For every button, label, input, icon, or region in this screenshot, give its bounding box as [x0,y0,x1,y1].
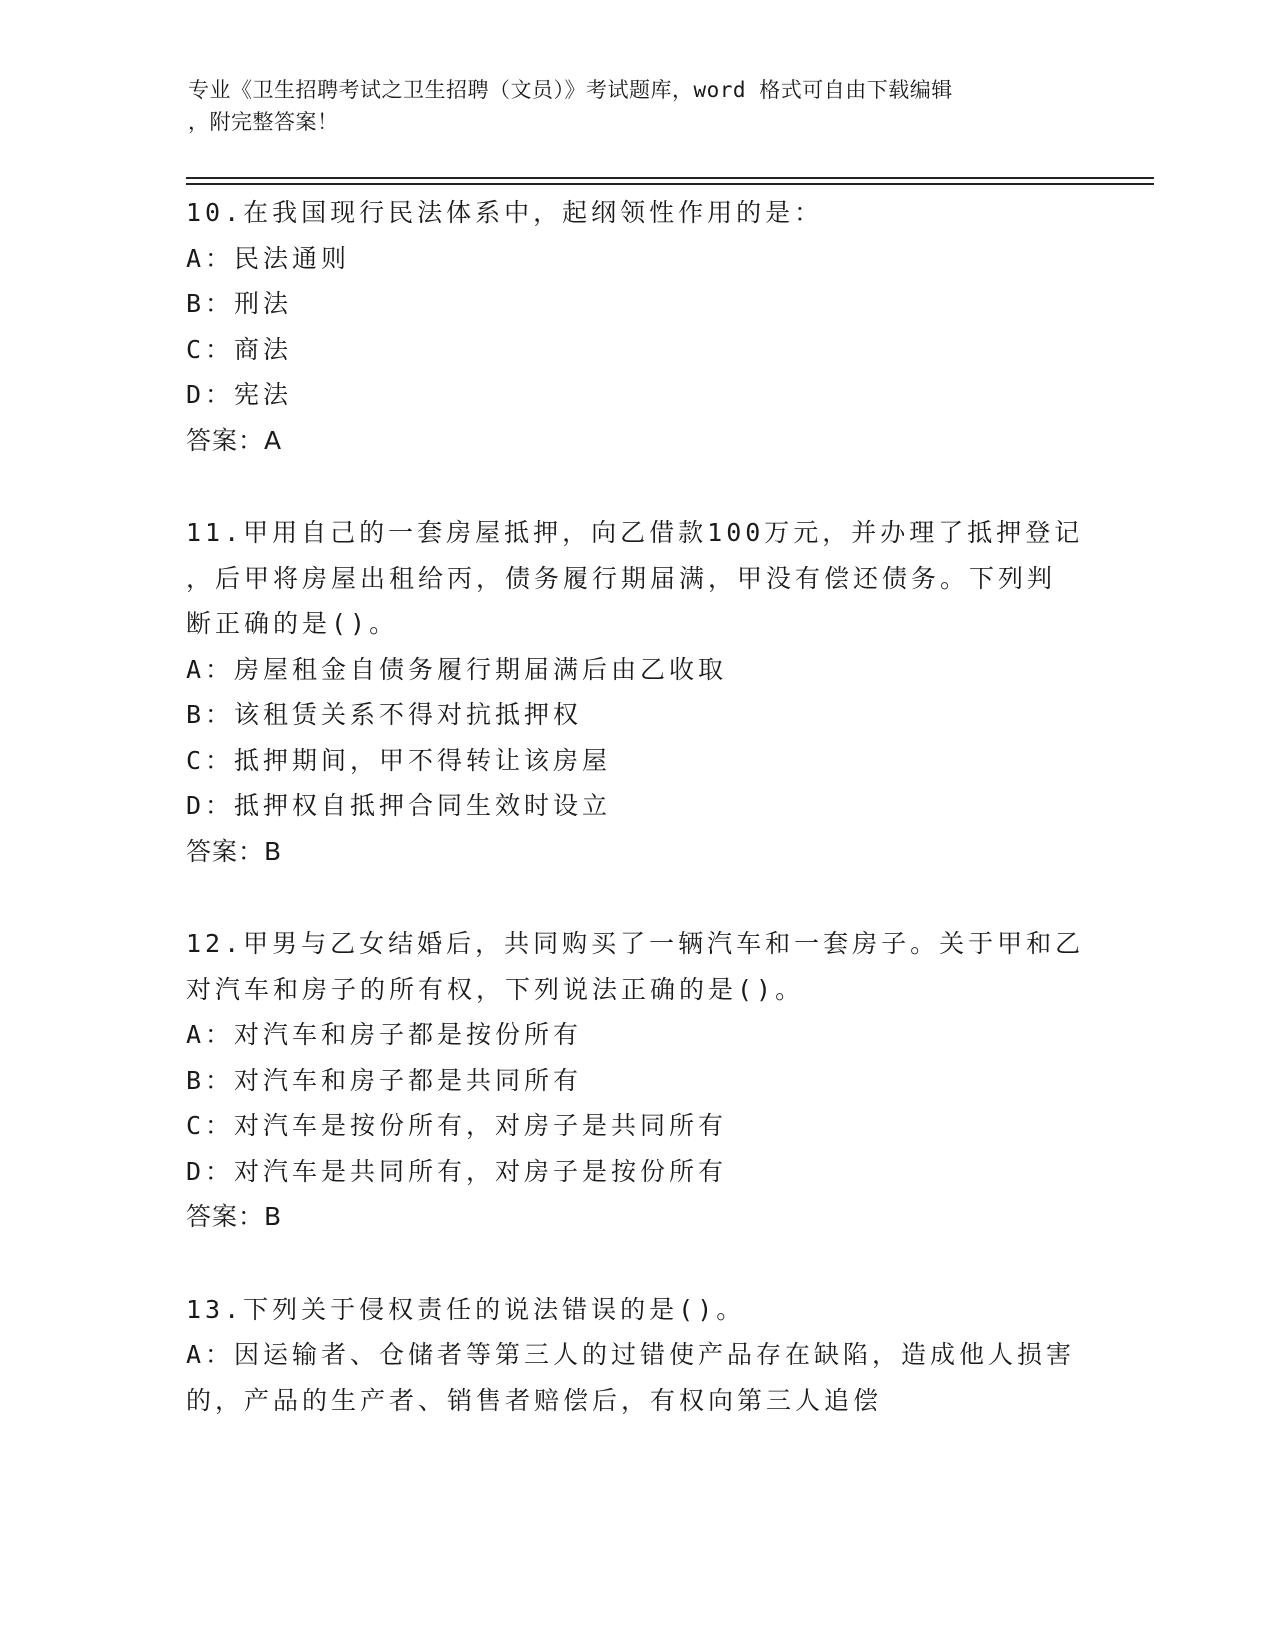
question-12 [186,921,1086,1240]
question-10 [186,190,1086,463]
question-11 [186,510,1086,874]
question-text: 10.在我国现行民法体系中，起纲领性作用的是： [186,198,824,227]
option-a-line-1: A：因运输者、仓储者等第三人的过错使产品存在缺陷，造成他人损害 [186,1340,1076,1369]
question-text-line-1: 11.甲用自己的一套房屋抵押，向乙借款100万元，并办理了抵押登记 [186,518,1084,547]
answer: 答案：B [186,1202,283,1231]
option-a: A：民法通则 [186,243,351,273]
header-line-1: 专业《卫生招聘考试之卫生招聘（文员）》考试题库，word 格式可自由下载编辑 [188,78,953,102]
document-header [188,74,1088,138]
question-text-line-1: 12.甲男与乙女结婚后，共同购买了一辆汽车和一套房子。关于甲和乙 [186,929,1085,958]
header-divider-top [186,177,1154,179]
option-d: D：对汽车是共同所有，对房子是按份所有 [186,1156,728,1186]
option-a: A：房屋租金自债务履行期届满后由乙收取 [186,654,728,684]
option-a: A：对汽车和房子都是按份所有 [186,1020,583,1049]
question-text-line-2: 对汽车和房子的所有权，下列说法正确的是()。 [186,974,805,1004]
header-divider-bottom [186,183,1154,185]
question-text-line-2: ，后甲将房屋出租给丙，债务履行期届满，甲没有偿还债务。下列判 [186,563,1057,593]
option-a-line-2: 的，产品的生产者、销售者赔偿后，有权向第三人追偿 [186,1385,883,1415]
option-b: B：对汽车和房子都是共同所有 [186,1065,583,1095]
option-c: C：商法 [186,334,293,364]
header-line-2: ，附完整答案！ [188,110,339,134]
option-c: C：对汽车是按份所有，对房子是共同所有 [186,1111,728,1140]
answer: 答案：B [186,836,283,866]
question-list [186,190,1086,1470]
question-13 [186,1287,1086,1424]
answer: 答案：A [186,425,283,455]
question-text-line-3: 断正确的是()。 [186,609,399,638]
option-d: D：宪法 [186,380,293,409]
option-c: C：抵押期间，甲不得转让该房屋 [186,745,612,775]
option-b: B：刑法 [186,289,293,318]
option-d: D：抵押权自抵押合同生效时设立 [186,791,612,820]
option-b: B：该租赁关系不得对抗抵押权 [186,700,583,729]
question-text: 13.下列关于侵权责任的说法错误的是()。 [186,1294,746,1324]
